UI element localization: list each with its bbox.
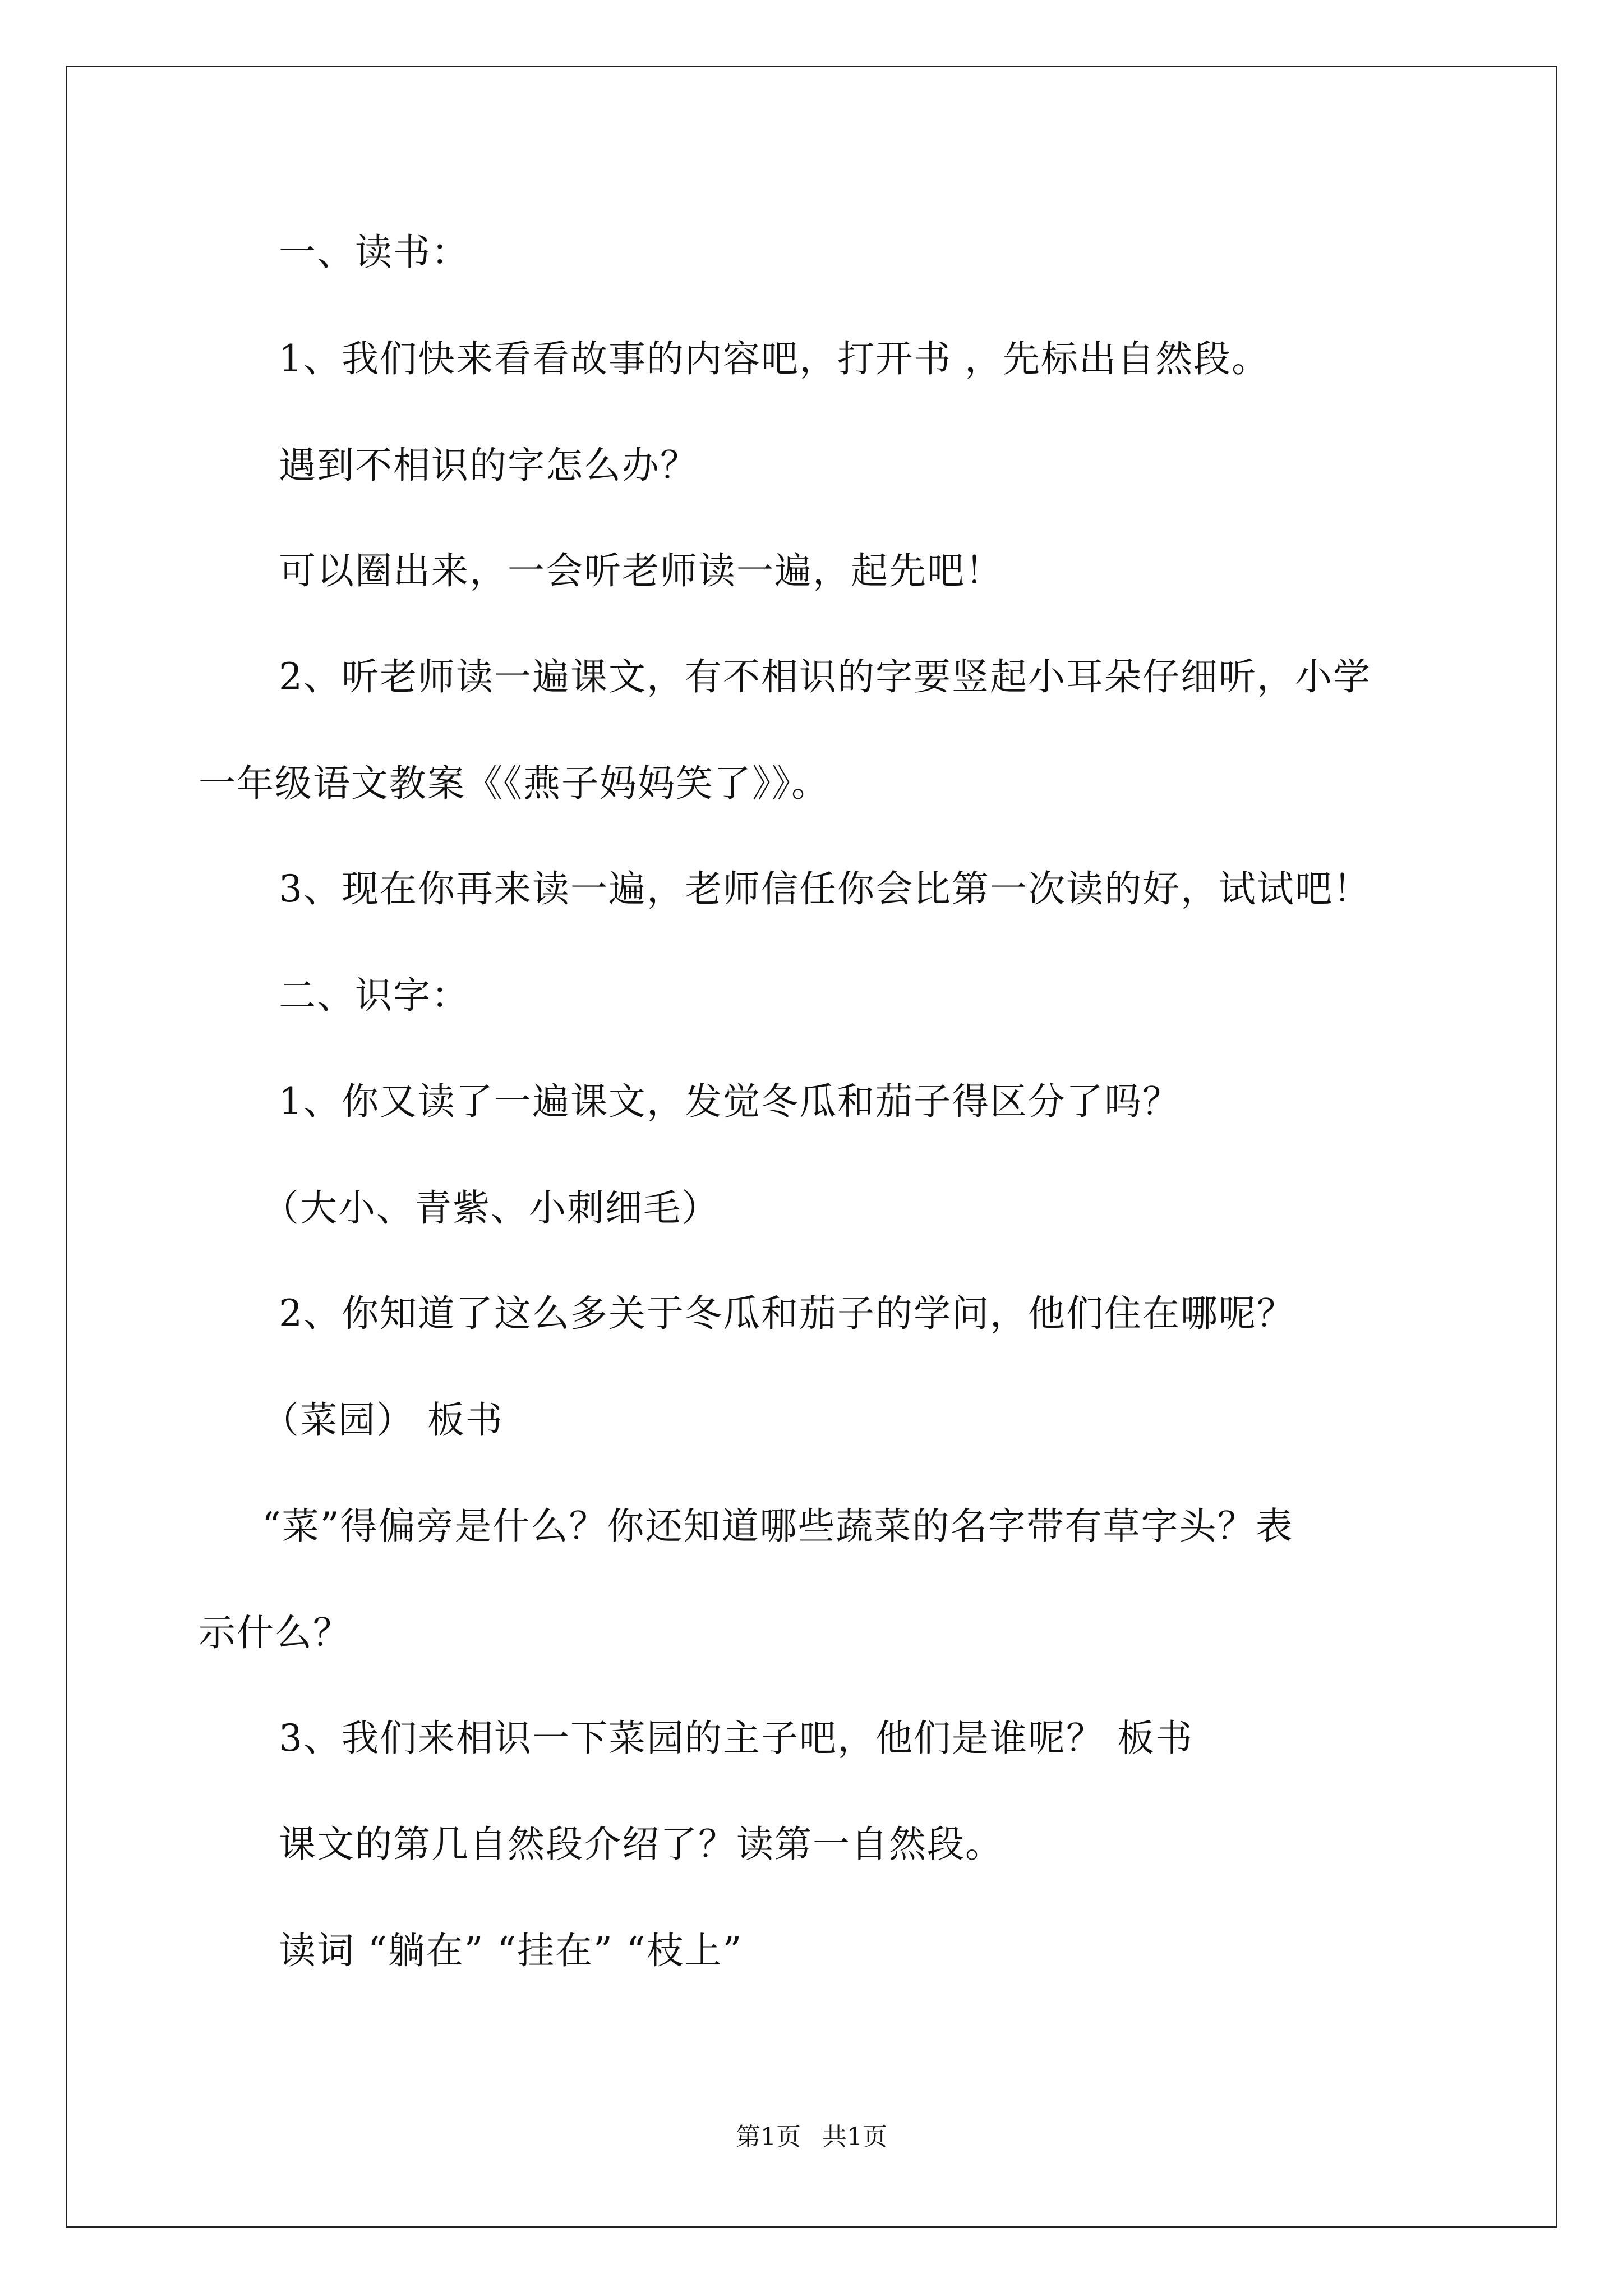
text-line-6: 一年级语文教案《《燕子妈妈笑了》》。 — [199, 762, 829, 805]
text-line-8: 二、识字： — [279, 974, 469, 1017]
text-line-5: 2、听老师读一遍课文，有不相识的字要竖起小耳朵仔细听，小学 — [279, 655, 1371, 698]
page-footer — [0, 2122, 1623, 2153]
text-line-14: 示什么？ — [199, 1611, 351, 1654]
text-line-13: “菜”得偏旁是什么？你还知道哪些蔬菜的名字带有草字头？表 — [262, 1504, 1294, 1548]
text-line-15: 3、我们来相识一下菜园的主子吧，他们是谁呢？ 板书 — [279, 1717, 1193, 1760]
text-line-4: 可以圈出来，一会听老师读一遍，起先吧！ — [279, 549, 1003, 592]
text-line-12: （菜园） 板书 — [262, 1398, 504, 1442]
text-line-1: 一、读书： — [279, 231, 469, 274]
text-line-9: 1、你又读了一遍课文，发觉冬瓜和茄子得区分了吗？ — [279, 1080, 1181, 1123]
text-line-16: 课文的第几自然段介绍了？读第一自然段。 — [279, 1823, 1003, 1866]
text-line-2: 1、我们快来看看故事的内容吧，打开书 ，先标出自然段。 — [279, 337, 1270, 380]
text-line-7: 3、现在你再来读一遍，老师信任你会比第一次读的好，试试吧！ — [279, 867, 1371, 910]
page-total: 共1页 — [822, 2123, 887, 2151]
text-line-11: 2、你知道了这么多关于冬瓜和茄子的学问，他们住在哪呢？ — [279, 1292, 1295, 1335]
text-line-10: （大小、青紫、小刺细毛） — [262, 1186, 720, 1230]
text-line-3: 遇到不相识的字怎么办？ — [279, 444, 698, 487]
page-border — [66, 66, 1557, 2228]
page-number: 第1页 — [736, 2123, 801, 2151]
text-line-17: 读词 “躺在” “挂在” “枝上” — [279, 1929, 743, 1972]
